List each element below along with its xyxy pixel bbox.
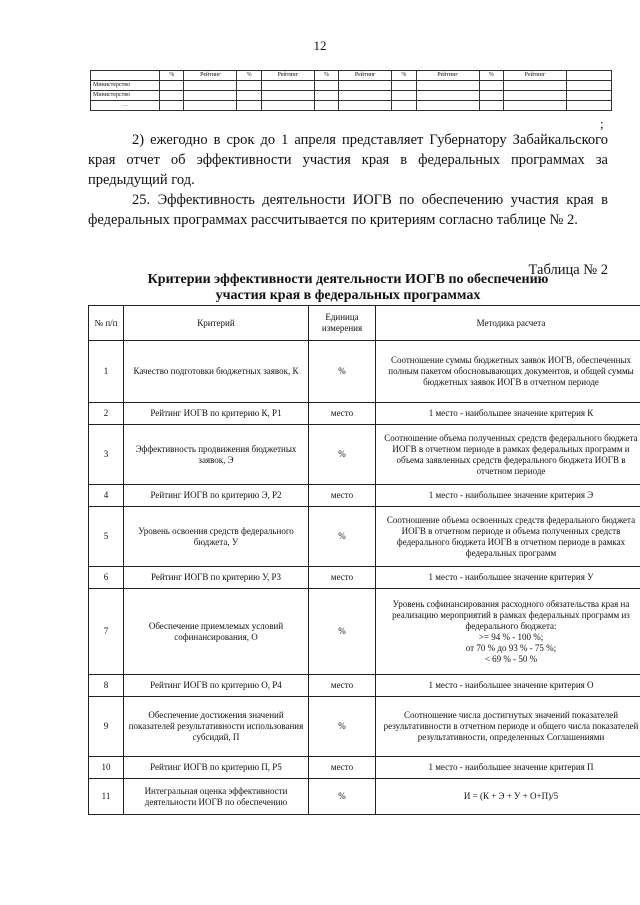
table-number: Таблица № 2 bbox=[528, 262, 608, 278]
row-criterion: Рейтинг ИОГВ по критерию О, Р4 bbox=[124, 675, 309, 697]
method-line: Уровень софинансирования расходного обязательства края на реализацию мероприятий в рамках федеральных программ из федерального бюджета: bbox=[392, 598, 630, 631]
semicolon-mark: ; bbox=[600, 116, 604, 131]
header-unit: Единица измерения bbox=[309, 306, 376, 341]
row-unit: % bbox=[309, 341, 376, 403]
row-method: 1 место - наибольшее значение критерия К bbox=[376, 403, 640, 425]
row-method: 1 место - наибольшее значение критерия О bbox=[376, 675, 640, 697]
rating-header-cell: % bbox=[479, 71, 503, 81]
row-unit: место bbox=[309, 567, 376, 589]
row-unit: место bbox=[309, 485, 376, 507]
row-criterion: Рейтинг ИОГВ по критерию Э, Р2 bbox=[124, 485, 309, 507]
table-row bbox=[89, 485, 640, 507]
table-row bbox=[89, 697, 640, 757]
row-method: Соотношение объема полученных средств федерального бюджета ИОГВ в отчетном периоде в рамках федеральных программ и объема заявленных средств федерального бюджета ИОГВ в отчетном периоде bbox=[376, 425, 640, 485]
row-unit: место bbox=[309, 675, 376, 697]
row-unit: место bbox=[309, 757, 376, 779]
row-num: 3 bbox=[89, 425, 124, 485]
row-unit: % bbox=[309, 779, 376, 815]
page-number: 12 bbox=[313, 38, 327, 53]
rating-header-cell: Рейтинг bbox=[339, 71, 392, 81]
row-criterion: Интегральная оценка эффективности деятельности ИОГВ по обеспечению bbox=[124, 779, 309, 815]
method-line: >= 94 % - 100 %; bbox=[478, 631, 544, 642]
row-criterion: Эффективность продвижения бюджетных заявок, Э bbox=[124, 425, 309, 485]
table-row bbox=[89, 425, 640, 485]
row-unit: % bbox=[309, 589, 376, 675]
row-criterion: Рейтинг ИОГВ по критерию П, Р5 bbox=[124, 757, 309, 779]
paragraph-text: 25. Эффективность деятельности ИОГВ по обеспечению участия края в федеральных программах рассчитывается по критериям согласно таблице № 2. bbox=[88, 192, 608, 228]
rating-row-label: … bbox=[91, 101, 160, 111]
row-num: 6 bbox=[89, 567, 124, 589]
rating-header-cell bbox=[91, 71, 160, 81]
rating-header-cell: % bbox=[392, 71, 416, 81]
row-num: 5 bbox=[89, 507, 124, 567]
table-row bbox=[89, 757, 640, 779]
row-unit: место bbox=[309, 403, 376, 425]
row-criterion: Рейтинг ИОГВ по критерию У, Р3 bbox=[124, 567, 309, 589]
table-row bbox=[89, 589, 640, 675]
row-num: 2 bbox=[89, 403, 124, 425]
table-row bbox=[89, 675, 640, 697]
paragraph-criteria bbox=[88, 190, 608, 230]
table-row bbox=[89, 403, 640, 425]
row-method: Соотношение числа достигнутых значений показателей результативности в отчетном периоде и общего числа показателей результативности, определенных Соглашениями bbox=[376, 697, 640, 757]
row-num: 9 bbox=[89, 697, 124, 757]
row-criterion: Рейтинг ИОГВ по критерию К, Р1 bbox=[124, 403, 309, 425]
row-criterion: Качество подготовки бюджетных заявок, К bbox=[124, 341, 309, 403]
rating-row-label: Министерство bbox=[91, 81, 160, 91]
table-row bbox=[91, 91, 612, 101]
row-unit: % bbox=[309, 697, 376, 757]
table-row bbox=[91, 81, 612, 91]
rating-row-label: Министерство bbox=[91, 91, 160, 101]
row-unit: % bbox=[309, 425, 376, 485]
row-method: 1 место - наибольшее значение критерия П bbox=[376, 757, 640, 779]
rating-header-cell bbox=[567, 71, 612, 81]
row-method bbox=[376, 589, 640, 675]
row-num: 4 bbox=[89, 485, 124, 507]
criteria-table bbox=[88, 305, 640, 815]
rating-header-cell: Рейтинг bbox=[504, 71, 567, 81]
method-line: от 70 % до 93 % - 75 %; bbox=[465, 642, 557, 653]
row-method: Соотношение объема освоенных средств федерального бюджета ИОГВ в отчетном периоде и объема полученных средств федерального бюджета ИОГВ в отчетном периоде в рамках федеральных программ bbox=[376, 507, 640, 567]
row-criterion: Уровень освоения средств федерального бюджета, У bbox=[124, 507, 309, 567]
row-num: 7 bbox=[89, 589, 124, 675]
rating-table-header bbox=[91, 71, 612, 81]
row-unit: % bbox=[309, 507, 376, 567]
paragraph-text: 2) ежегодно в срок до 1 апреля представляет Губернатору Забайкальского края отчет об эффективности участия края в федеральных программах за предыдущий год. bbox=[88, 132, 608, 188]
row-num: 8 bbox=[89, 675, 124, 697]
rating-header-cell: Рейтинг bbox=[261, 71, 314, 81]
header-criterion: Критерий bbox=[124, 306, 309, 341]
rating-header-cell: % bbox=[160, 71, 184, 81]
rating-table bbox=[90, 70, 612, 111]
method-line: < 69 % - 50 % bbox=[484, 653, 538, 664]
table-caption-line: участия края в федеральных программах bbox=[215, 288, 481, 303]
row-method: 1 место - наибольшее значение критерия Э bbox=[376, 485, 640, 507]
table-row bbox=[89, 567, 640, 589]
table-row bbox=[89, 507, 640, 567]
rating-header-cell: Рейтинг bbox=[184, 71, 237, 81]
header-method: Методика расчета bbox=[376, 306, 640, 341]
row-method: Соотношение суммы бюджетных заявок ИОГВ, обеспеченных полным пакетом обосновывающих документов, и общей суммы бюджетных заявок ИОГВ в отчетном периоде bbox=[376, 341, 640, 403]
table-row bbox=[91, 101, 612, 111]
row-num: 1 bbox=[89, 341, 124, 403]
table-row bbox=[89, 341, 640, 403]
row-criterion: Обеспечение достижения значений показателей результативности использования субсидий, П bbox=[124, 697, 309, 757]
criteria-table-header bbox=[89, 306, 640, 341]
row-num: 11 bbox=[89, 779, 124, 815]
table-caption-line: Критерии эффективности деятельности ИОГВ по обеспечению bbox=[147, 272, 549, 287]
table-row bbox=[89, 779, 640, 815]
table-caption bbox=[88, 272, 608, 304]
header-num: № п/п bbox=[89, 306, 124, 341]
rating-header-cell: % bbox=[237, 71, 261, 81]
rating-header-cell: Рейтинг bbox=[416, 71, 479, 81]
row-method: 1 место - наибольшее значение критерия У bbox=[376, 567, 640, 589]
row-method: И = (К + Э + У + О+П)/5 bbox=[376, 779, 640, 815]
row-criterion: Обеспечение приемлемых условий софинансирования, О bbox=[124, 589, 309, 675]
rating-header-cell: % bbox=[314, 71, 338, 81]
row-num: 10 bbox=[89, 757, 124, 779]
paragraph-report bbox=[88, 130, 608, 190]
